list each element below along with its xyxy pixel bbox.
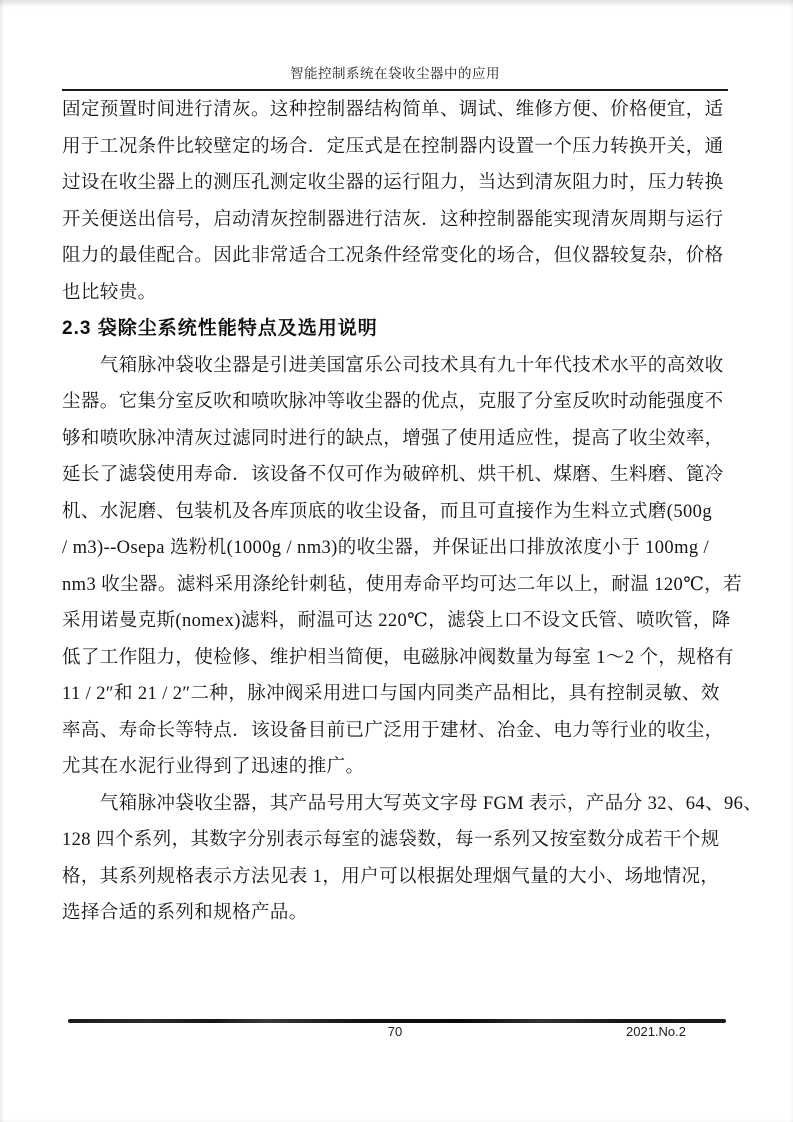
text-line: 固定预置时间进行清灰。这种控制器结构简单、调试、维修方便、价格便宜，适 [62,100,724,120]
paragraph-3 [62,786,763,932]
running-header-title: 智能控制系统在袋收尘器中的应用 [290,66,500,81]
text-line: 128 四个系列，其数字分别表示每室的滤袋数，每一系列又按室数分成若干个规 [62,830,720,850]
text-line: 尤其在水泥行业得到了迅速的推广。 [62,757,365,777]
text-line: 气箱脉冲袋收尘器是引进美国富乐公司技术具有九十年代技术水平的高效收 [62,355,724,376]
text-line: 过设在收尘器上的测压孔测定收尘器的运行阻力，当达到清灰阻力时，压力转换 [62,173,724,193]
paragraph-2 [62,348,743,786]
text-line: 低了工作阻力，使检修、维护相当简便，电磁脉冲阀数量为每室 1～2 个，规格有 [62,647,734,668]
footer-rule [68,1019,726,1023]
document-page [62,0,763,932]
footer [62,1024,728,1044]
section-heading-2-3: 2.3 袋除尘系统性能特点及选用说明 [62,318,378,339]
text-line: 机、水泥磨、包装机及各库顶底的收尘设备，而且可直接作为生料立式磨(500g [62,501,712,522]
text-line: 开关便送出信号，启动清灰控制器进行洁灰．这种控制器能实现清灰周期与运行 [62,209,724,230]
text-line: 采用诺曼克斯(nomex)滤料，耐温可达 220℃，滤袋上口不设文氏管、喷吹管，降 [62,611,731,631]
text-line: 选择合适的系列和规格产品。 [62,903,308,923]
text-line: / m3)--Osepa 选粉机(1000g / nm3)的收尘器，并保证出口排放浓度小于 100mg / [62,538,710,558]
text-line: 11 / 2″和 21 / 2″二种，脉冲阀采用进口与国内同类产品相比，具有控制灵敏、效 [62,684,720,704]
issue-label: 2021.No.2 [626,1024,686,1039]
text-line: 阻力的最佳配合。因此非常适合工况条件经常变化的场合，但仪器较复杂，价格 [62,246,724,266]
text-line: 气箱脉冲袋收尘器，其产品号用大写英文字母 FGM 表示，产品分 32、64、96、 [62,793,763,814]
page-body [62,92,763,932]
page-number: 70 [387,1024,403,1039]
paragraph-1 [62,92,728,311]
text-line: 用于工况条件比较壁定的场合．定压式是在控制器内设置一个压力转换开关，通 [62,136,724,157]
header-rule [62,89,728,91]
text-line: 尘器。它集分室反吹和喷吹脉冲等收尘器的优点，克服了分室反吹时动能强度不 [62,392,724,412]
text-line: 格，其系列规格表示方法见表 1，用户可以根据处理烟气量的大小、场地情况， [62,866,720,887]
text-line: 延长了滤袋使用寿命．该设备不仅可作为破碎机、烘干机、煤磨、生料磨、篦冷 [62,465,724,485]
text-line: 够和喷吹脉冲清灰过滤同时进行的缺点，增强了使用适应性，提高了收尘效率， [62,428,724,449]
text-line: nm3 收尘器。滤料采用涤纶针刺毡，使用寿命平均可达二年以上，耐温 120℃，若 [62,574,743,595]
text-line: 率高、寿命长等特点．该设备目前已广泛用于建材、冶金、电力等行业的收尘， [62,720,724,741]
text-line: 也比较贵。 [62,282,157,303]
